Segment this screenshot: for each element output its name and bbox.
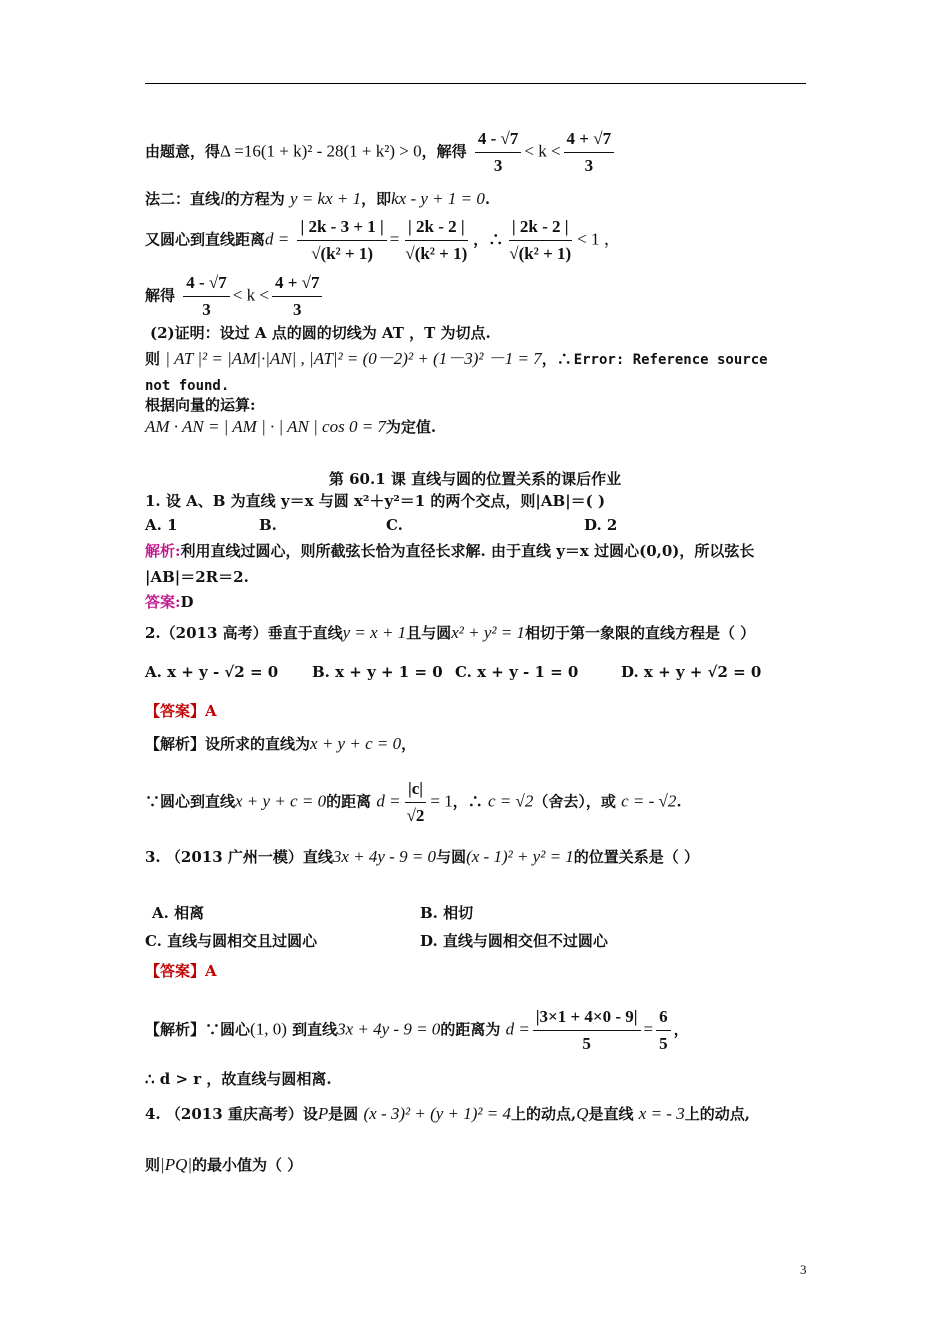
equation: (x - 3)² + (y + 1)² = 4 bbox=[363, 1104, 512, 1123]
equation: c = - √2 bbox=[621, 791, 677, 811]
text: 是直线 bbox=[588, 1105, 634, 1123]
var-d: d = bbox=[505, 1019, 530, 1039]
answer-value: D bbox=[180, 593, 194, 611]
text: ，∴ bbox=[452, 792, 483, 811]
q3-option-d: D. 直线与圆相交但不过圆心 bbox=[420, 932, 608, 950]
equation: 3x + 4y - 9 = 0 bbox=[337, 1019, 441, 1039]
denominator: 3 bbox=[202, 300, 211, 319]
header-rule bbox=[145, 83, 806, 84]
text: 的位置关系是（ ） bbox=[573, 848, 700, 866]
text: 相切于第一象限的直线方程是（ ） bbox=[524, 624, 756, 642]
fraction-2 bbox=[402, 216, 470, 265]
vector-eq-line bbox=[145, 416, 436, 438]
inequality: < 1 ， bbox=[577, 229, 621, 249]
numerator: |c| bbox=[405, 778, 426, 803]
equation: kx - y + 1 = 0 bbox=[391, 189, 485, 208]
q1-option-a: A. 1 bbox=[145, 516, 178, 534]
fraction-1 bbox=[297, 216, 386, 265]
proof-line: (2)证明：设过 A 点的圆的切线为 AT ，T 为切点. bbox=[150, 324, 491, 342]
vector-line: 根据向量的运算: bbox=[145, 396, 256, 414]
text: 则 bbox=[145, 350, 161, 368]
text: 的最小值为（ ） bbox=[192, 1156, 303, 1174]
equation: x² + y² = 1 bbox=[451, 623, 525, 642]
text: 3. （2013 广州一模）直线 bbox=[145, 848, 333, 866]
q3-analysis: 【解析】∵圆心(1, 0) 到直线3x + 4y - 9 = 0的距离为 d = $\frac{|3\times 1 + 4\times 0 - 9|}{5}$ = $\frac{6}{5}$ ， bbox=[145, 1007, 689, 1053]
text: ，∴ bbox=[541, 350, 572, 368]
q1-option-c: C. bbox=[386, 516, 403, 534]
numerator: |3×1 + 4×0 - 9| bbox=[533, 1006, 641, 1031]
var-p: P bbox=[317, 1104, 329, 1123]
text: 的距离 bbox=[326, 792, 372, 811]
text: 4. （2013 重庆高考）设 bbox=[145, 1105, 318, 1123]
numerator: | 2k - 3 + 1 | bbox=[297, 216, 386, 241]
answer-label: 答案: bbox=[145, 593, 181, 611]
text: ∵圆心 bbox=[205, 1020, 251, 1039]
equation: = 1 bbox=[430, 791, 453, 811]
text: 利用直线过圆心，则所截弦长恰为直径长求解. 由于直线 y＝x 过圆心(0,0)，所以弦长 bbox=[180, 542, 755, 560]
solution-line-4 bbox=[145, 272, 325, 321]
var-q: Q bbox=[576, 1104, 589, 1123]
q2-answer: 【答案】A bbox=[145, 702, 217, 720]
denominator: 5 bbox=[659, 1034, 668, 1053]
q4-stem bbox=[145, 1103, 750, 1125]
section-title: 第 60.1 课 直线与圆的位置关系的课后作业 bbox=[328, 470, 622, 488]
numerator: 4 + √7 bbox=[564, 128, 615, 153]
var-d: d = bbox=[376, 791, 401, 811]
q3-answer: 【答案】A bbox=[145, 962, 217, 980]
fraction bbox=[404, 778, 428, 827]
numerator: 4 - √7 bbox=[183, 272, 230, 297]
q3-option-c: C. 直线与圆相交且过圆心 bbox=[145, 932, 318, 950]
fraction bbox=[533, 1006, 641, 1055]
numerator: | 2k - 2 | bbox=[509, 216, 572, 241]
center-point: (1, 0) bbox=[250, 1019, 287, 1039]
denominator: 3 bbox=[584, 156, 594, 175]
text: 上的动点, bbox=[684, 1105, 750, 1123]
text: . bbox=[484, 190, 491, 208]
inequality: < k < bbox=[524, 141, 561, 161]
text: ，解得 bbox=[421, 142, 467, 161]
denominator: 3 bbox=[292, 300, 302, 319]
q3-option-b: B. 相切 bbox=[420, 904, 474, 922]
fraction-3 bbox=[506, 216, 574, 265]
text: 且与圆 bbox=[406, 624, 452, 642]
text: 法二：直线 bbox=[145, 190, 221, 208]
denominator: 3 bbox=[493, 156, 503, 175]
q3-option-a: A. 相离 bbox=[152, 904, 205, 922]
text: 解得 bbox=[145, 286, 176, 305]
fraction-left bbox=[183, 272, 230, 321]
fraction-right bbox=[272, 272, 323, 321]
text: ，即 bbox=[361, 190, 392, 208]
denominator: √(k² + 1) bbox=[509, 244, 572, 263]
solution-line-3: 又圆心到直线距离d = $\frac{| 2k - 3 + 1 |}{\text{√(k² + 1)}}$ = $\frac{| 2k - 2 |}{\text{√(k² + 1)}}$ ，∴ $\frac{| 2k - 2 |}{\text{√(k² + 1)}}$ < 1 ， bbox=[145, 217, 621, 263]
equation: | AT |² = |AM|·|AN| , |AT|² = (0－2)² + (1－3)² －1 = 7 bbox=[165, 349, 542, 368]
numerator: 4 + √7 bbox=[272, 272, 323, 297]
equation: x = - 3 bbox=[638, 1104, 685, 1123]
denominator: √2 bbox=[406, 806, 425, 825]
analysis-label: 【解析】 bbox=[145, 735, 206, 753]
then-line bbox=[145, 348, 768, 371]
text: 到直线 bbox=[292, 1020, 338, 1039]
q1-stem: 1. 设 A、B 为直线 y＝x 与圆 x²＋y²＝1 的两个交点，则|AB|＝( ) bbox=[145, 492, 606, 510]
q2-analysis bbox=[145, 733, 416, 755]
equation: y = kx + 1 bbox=[290, 189, 362, 208]
page-number: 3 bbox=[800, 1262, 807, 1277]
solution-line-2 bbox=[145, 188, 490, 210]
text: 由题意，得 bbox=[145, 142, 221, 161]
text: 又圆心到直线距离 bbox=[145, 230, 266, 249]
q2-option-a: A. x + y - √2 = 0 bbox=[145, 663, 279, 681]
var-pq: |PQ| bbox=[160, 1155, 193, 1174]
var-d: d = bbox=[265, 229, 290, 249]
q1-answer bbox=[145, 591, 194, 613]
var-l: l bbox=[220, 189, 225, 208]
text: （舍去），或 bbox=[533, 792, 616, 811]
numerator: 4 - √7 bbox=[475, 128, 522, 153]
q2-option-b: B. x + y + 1 = 0 bbox=[312, 663, 443, 681]
text: . bbox=[676, 792, 682, 811]
denominator: 5 bbox=[582, 1034, 591, 1053]
text: 则 bbox=[145, 1156, 161, 1174]
q3-conclusion: ∴ d > r ，故直线与圆相离. bbox=[145, 1070, 332, 1088]
equation: y = x + 1 bbox=[342, 623, 407, 642]
solution-line-1 bbox=[145, 128, 617, 177]
text: 上的动点, bbox=[511, 1105, 577, 1123]
analysis-label: 【解析】 bbox=[145, 1020, 206, 1039]
q1-option-b: B. bbox=[259, 516, 277, 534]
text: 是圆 bbox=[328, 1105, 359, 1123]
q2-option-d: D. x + y + √2 = 0 bbox=[621, 663, 762, 681]
equation: 3x + 4y - 9 = 0 bbox=[332, 847, 437, 866]
error-text: Error: Reference source bbox=[573, 352, 768, 368]
text: 的距离为 bbox=[440, 1020, 501, 1039]
equation: x + y + c = 0 bbox=[235, 791, 327, 811]
text: ，∴ bbox=[473, 230, 504, 249]
q2-distance bbox=[145, 778, 682, 827]
numerator: 6 bbox=[656, 1006, 671, 1031]
equation: (x - 1)² + y² = 1 bbox=[466, 847, 574, 866]
text: 与圆 bbox=[436, 848, 467, 866]
q1-option-d: D. 2 bbox=[584, 516, 618, 534]
text: 设所求的直线为 bbox=[205, 735, 311, 753]
q1-analysis-2: |AB|＝2R＝2. bbox=[145, 568, 249, 586]
analysis-label: 解析: bbox=[145, 542, 181, 560]
q1-analysis bbox=[145, 540, 754, 562]
q4-stem-2 bbox=[145, 1154, 302, 1176]
fraction-right bbox=[564, 128, 615, 177]
equation: x + y + c = 0 bbox=[310, 734, 402, 753]
q2-option-c: C. x + y - 1 = 0 bbox=[455, 663, 579, 681]
inequality: < k < bbox=[232, 285, 269, 305]
text: 为定值. bbox=[385, 418, 437, 436]
text: ， bbox=[401, 735, 417, 753]
text: ∵圆心到直线 bbox=[145, 792, 236, 811]
denominator: √(k² + 1) bbox=[311, 244, 374, 263]
fraction-left bbox=[475, 128, 522, 177]
equation-delta: Δ =16(1 + k)² - 28(1 + k²) > 0 bbox=[220, 141, 422, 161]
text: 2.（2013 高考）垂直于直线 bbox=[145, 624, 343, 642]
equation: c = √2 bbox=[488, 791, 534, 811]
text: 的方程为 bbox=[224, 190, 285, 208]
fraction-result bbox=[656, 1006, 671, 1055]
equation: AM · AN = | AM | · | AN | cos 0 = 7 bbox=[145, 417, 386, 436]
q2-stem bbox=[145, 622, 755, 644]
q3-stem bbox=[145, 846, 699, 868]
error-text-2: not found. bbox=[145, 378, 230, 394]
numerator: | 2k - 2 | bbox=[405, 216, 468, 241]
text: ， bbox=[673, 1020, 689, 1039]
denominator: √(k² + 1) bbox=[405, 244, 468, 263]
